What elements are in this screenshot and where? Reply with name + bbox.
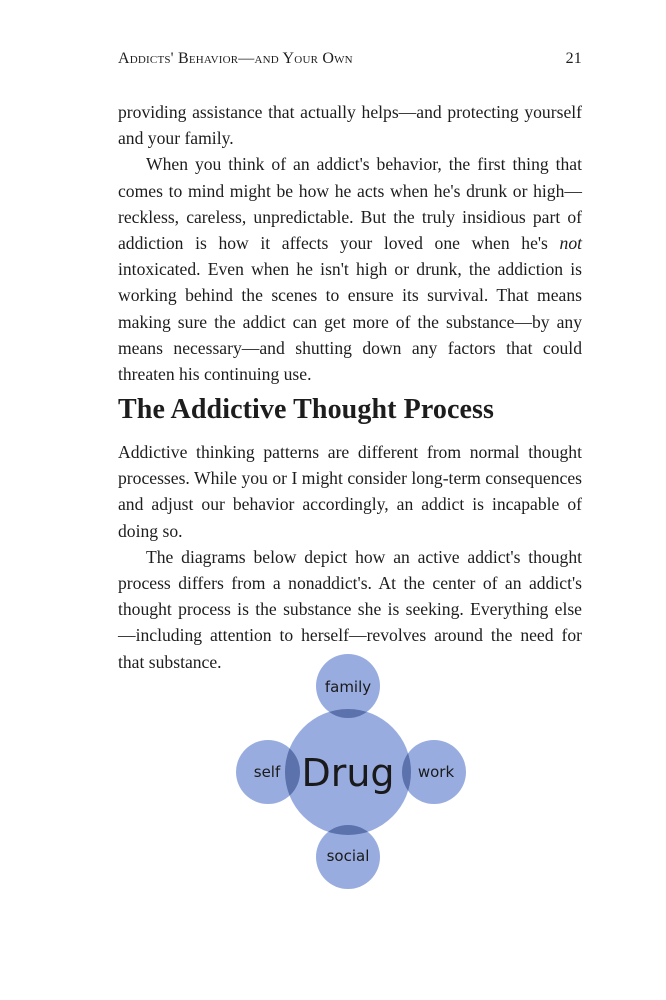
paragraph-continued: providing assistance that actually helps—and protecting yourself and your family. xyxy=(118,102,582,149)
addict-thought-diagram xyxy=(222,652,472,902)
paragraph-text-part-2: intoxicated. Even when he isn't high or drunk, the addiction is working behind the scenes to ensure its survival. That means making sure the addict can get more of the substance—by any means necessary—and shutting down any factors that could threaten his continuing use. xyxy=(118,259,582,385)
running-header xyxy=(118,50,582,68)
top-label: family xyxy=(324,678,372,696)
section-heading: The Addictive Thought Process xyxy=(118,394,495,425)
left-label: self xyxy=(253,763,281,781)
diagram-svg xyxy=(222,652,472,902)
paragraph-diagram-intro: The diagrams below depict how an active addict's thought process differs from a nonaddict's. At the center of an addict's thought process is the substance she is seeking. Everything else—including attention to herself—revolves around the need for that substance. xyxy=(118,546,582,672)
bottom-label: social xyxy=(326,847,370,865)
paragraph-text-part-1: When you think of an addict's behavior, the first thing that comes to mind might be how he acts when he's drunk or high—reckless, careless, unpredictable. But the truly insidious part of addiction is how it affects your loved one when he's xyxy=(118,154,582,254)
section-text-block xyxy=(118,439,582,675)
running-title: Addicts' Behavior—and Your Own xyxy=(118,50,353,67)
intro-text-block xyxy=(118,99,582,387)
right-label: work xyxy=(417,763,455,781)
paragraph-thinking-patterns: Addictive thinking patterns are different from normal thought processes. While you or I might consider long-term consequences and adjust our behavior accordingly, an addict is incapable of doing so. xyxy=(118,442,582,541)
paragraph-addict-behavior xyxy=(118,151,582,387)
center-label: Drug xyxy=(301,751,395,795)
emphasis-not: not xyxy=(559,233,582,254)
page-number: 21 xyxy=(565,50,582,67)
